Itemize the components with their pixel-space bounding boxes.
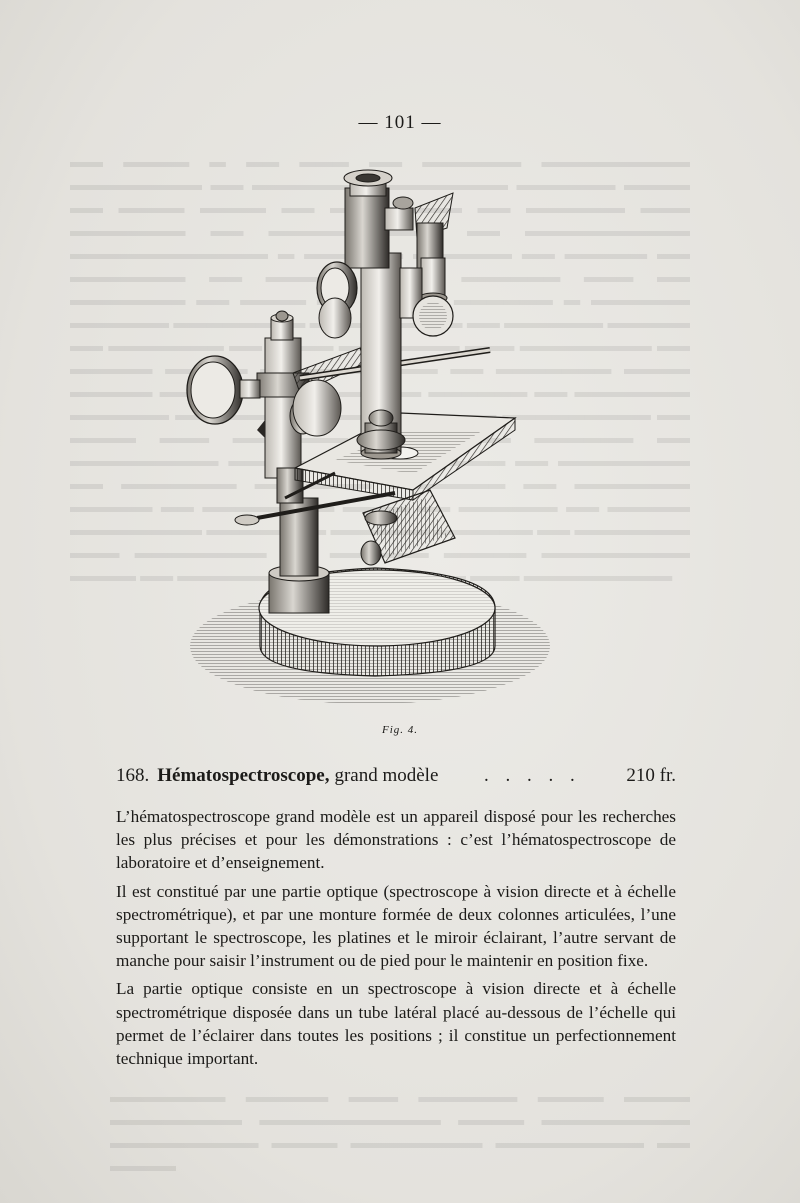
paragraph-1: L’hématospectroscope grand modèle est un appareil disposé pour les recherches les plus précises et pour les démonstrations : c’est l’hématospectroscope de laboratoire et d’enseignement. [116, 807, 676, 873]
figure-caption: Fig. 4. [381, 724, 419, 736]
dot-leader: . . . . . [484, 765, 581, 786]
section-number: 168. [116, 765, 150, 786]
section-price: 210 fr. [626, 765, 676, 786]
bleed-through-texture-lower: ▬▬▬▬▬▬▬ ▬▬▬▬▬ ▬▬▬ ▬▬▬▬▬▬ ▬▬▬▬ ▬▬▬▬ ▬▬▬▬▬▬▬▬ ▬▬▬▬▬▬▬▬▬▬▬ ▬▬▬▬ ▬▬▬▬▬▬▬▬▬ ▬▬▬▬▬▬▬▬▬ ▬▬▬▬ ▬▬▬▬▬▬▬▬ ▬▬▬▬▬▬▬▬▬ ▬▬ ▬▬▬▬ [110, 1087, 690, 1175]
paragraph-3: La partie optique consiste en un spectroscope à vision directe et à échelle spectrométrique disposée dans un tube latéral placé au-dessous de l’échelle qui permet de l’éclairer dans toutes les positions ; il constitue un perfectionnement technique important. [116, 979, 676, 1069]
figure-microscope [185, 168, 555, 720]
body-text [116, 805, 676, 1075]
microscope-engraving-icon [185, 168, 555, 720]
paragraph-2: Il est constitué par une partie optique (spectroscope à vision directe et à échelle spectrométrique), et par une monture formée de deux colonnes articulées, l’une supportant le spectroscope, les platines et le miroir éclairant, l’autre servant de manche pour saisir l’instrument ou de pied pour le maintenir en position fixe. [116, 881, 676, 971]
section-subtitle: grand modèle [334, 765, 439, 786]
section-title: Hématospectroscope, [157, 765, 330, 786]
bleed-through-texture: ▬▬ ▬▬▬▬ ▬ ▬▬ ▬▬▬ ▬▬ ▬▬▬▬▬▬ ▬▬▬▬▬▬▬▬▬ ▬▬▬▬▬▬▬▬ ▬▬ ▬▬▬▬▬▬▬ ▬▬▬▬▬▬▬▬ ▬▬▬▬▬▬ ▬▬▬▬ ▬▬ ▬▬▬▬ ▬▬▬▬ ▬▬ ▬▬ ▬▬▬▬▬▬ ▬▬▬ ▬▬▬▬▬▬▬ ▬▬ ▬▬▬▬▬ ▬▬ ▬▬▬▬▬▬▬▬▬▬ ▬▬▬▬▬▬▬▬▬▬▬▬ ▬ ▬▬▬▬▬▬ ▬▬ ▬▬▬▬▬ ▬▬ ▬▬▬▬▬▬▬ ▬▬ ▬▬▬▬▬ ▬▬▬▬▬▬ ▬▬▬ ▬▬ ▬▬▬▬▬▬▬ ▬▬ ▬▬▬▬ ▬▬▬▬▬▬ ▬ ▬▬▬▬▬▬ ▬▬▬▬▬▬ ▬▬▬▬▬▬▬▬ ▬▬▬▬▬▬▬ ▬▬ ▬▬▬▬▬▬ ▬▬▬▬▬ ▬▬ ▬▬▬▬▬▬▬ ▬▬ ▬▬ ▬▬▬▬▬ ▬▬▬ ▬▬▬▬▬▬▬▬ ▬▬ ▬▬▬▬▬ ▬▬ ▬▬▬▬▬▬▬ ▬▬▬▬ ▬▬▬▬▬ ▬▬ ▬▬▬▬▬▬ ▬▬ ▬▬▬▬▬▬▬ ▬▬▬▬▬▬ ▬▬ ▬▬▬▬▬▬ ▬▬▬▬ ▬▬ ▬▬▬▬▬▬▬▬▬ ▬▬ ▬▬▬▬ ▬▬▬ ▬▬▬▬▬▬ ▬▬ ▬▬▬▬▬▬▬▬▬ ▬▬▬ ▬▬ ▬▬▬▬ ▬▬ ▬▬▬▬▬▬▬▬ ▬▬ ▬▬▬▬▬▬▬ ▬▬ ▬▬▬▬▬▬▬ ▬▬ ▬▬▬▬▬▬▬ ▬▬▬▬▬ ▬▬ ▬▬▬▬▬▬▬▬ ▬▬▬▬ ▬▬▬▬▬▬ ▬▬ ▬▬▬▬▬ ▬▬▬▬▬▬▬▬ ▬▬▬▬▬ ▬▬▬▬▬▬ ▬▬ ▬▬▬▬▬▬▬ ▬▬▬ ▬▬▬▬▬▬▬▬ ▬▬▬▬▬ ▬▬▬▬▬▬▬▬▬ ▬▬▬▬ ▬▬ ▬▬▬▬▬▬▬▬ ▬▬▬ ▬▬▬▬▬▬▬▬▬ [70, 152, 690, 585]
section-heading [116, 765, 676, 787]
page-number: — 101 — [358, 112, 442, 133]
